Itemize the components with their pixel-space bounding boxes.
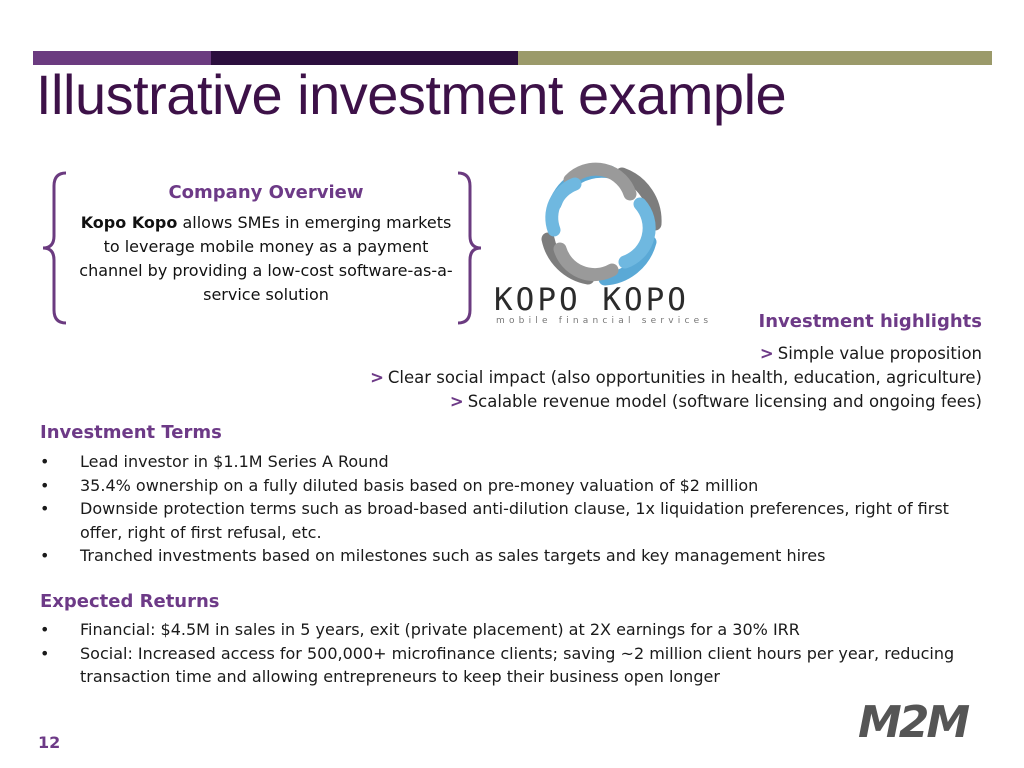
- left-brace-icon: [40, 170, 70, 326]
- kopo-kopo-logo-tagline: mobile financial services: [496, 316, 713, 326]
- bullet-icon: •: [40, 546, 50, 565]
- company-name: Kopo Kopo: [80, 213, 178, 232]
- highlight-item: > Scalable revenue model (software licensing and ongoing fees): [449, 392, 982, 411]
- bullet-icon: •: [40, 643, 50, 663]
- page-number: 12: [38, 733, 61, 752]
- company-description: allows SMEs in emerging markets to leverage mobile money as a payment channel by providing a low-cost software-as-a-service solution: [79, 213, 453, 304]
- arrow-icon: >: [759, 344, 774, 363]
- company-overview-body: [78, 211, 454, 307]
- bullet-icon: •: [40, 620, 50, 639]
- expected-returns-heading: Expected Returns: [40, 591, 220, 612]
- bullet-icon: •: [40, 499, 50, 518]
- list-item: • Tranched investments based on milestones such as sales targets and key management hires: [40, 544, 990, 568]
- investment-terms-list: [40, 450, 990, 568]
- bullet-icon: •: [40, 452, 50, 471]
- company-overview: [78, 182, 454, 307]
- list-item: • 35.4% ownership on a fully diluted basis based on pre-money valuation of $2 million: [40, 474, 990, 498]
- investment-highlights-heading: Investment highlights: [758, 311, 982, 332]
- m2m-logo-text: M2M: [858, 697, 968, 748]
- slide-title: Illustrative investment example: [36, 63, 787, 126]
- list-item: • Financial: $4.5M in sales in 5 years, exit (private placement) at 2X earnings for a 30% IRR: [40, 618, 990, 642]
- highlight-item: > Simple value proposition: [759, 344, 982, 363]
- kopo-kopo-logo-name: KOPO KOPO: [494, 282, 689, 318]
- right-brace-icon: [454, 170, 484, 326]
- arrow-icon: >: [449, 392, 464, 411]
- investment-terms-heading: Investment Terms: [40, 422, 222, 443]
- list-item: • Social: Increased access for 500,000+ microfinance clients; saving ~2 million client hours per year, reducing transaction time and allowing entrepreneurs to keep their business open longer: [40, 643, 955, 686]
- investment-highlights: [370, 310, 982, 414]
- list-item: • Downside protection terms such as broad-based anti-dilution clause, 1x liquidation preferences, right of first offer, right of first refusal, etc.: [40, 499, 949, 542]
- kopo-kopo-logo-icon: [490, 162, 735, 287]
- arrow-icon: >: [370, 368, 384, 387]
- kopo-kopo-logo: [490, 162, 735, 330]
- expected-returns-list: [40, 618, 990, 689]
- company-overview-heading: Company Overview: [168, 182, 364, 203]
- m2m-logo: [858, 698, 988, 748]
- highlight-item: > Clear social impact (also opportunities in health, education, agriculture): [370, 368, 982, 387]
- bullet-icon: •: [40, 475, 50, 495]
- list-item: • Lead investor in $1.1M Series A Round: [40, 450, 990, 474]
